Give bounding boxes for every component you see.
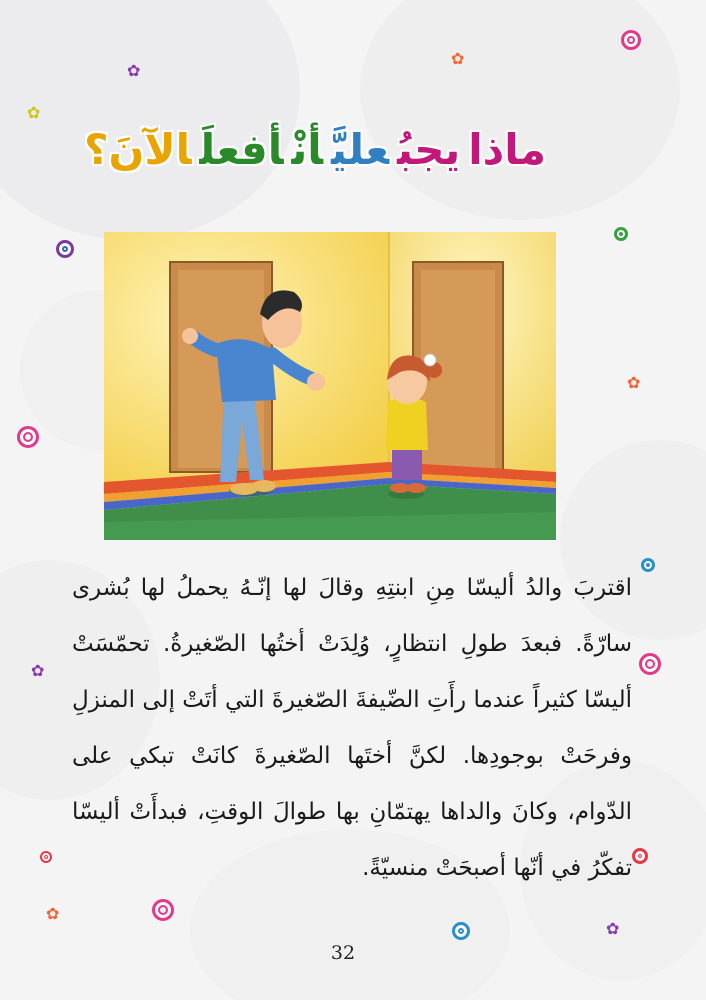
- ring-icon: [17, 426, 39, 448]
- page-title: [84, 110, 550, 190]
- ring-icon: [641, 558, 655, 572]
- title-word: عليَّ: [331, 125, 390, 174]
- ring-icon: [621, 30, 641, 50]
- flower-icon: ✿: [127, 61, 141, 80]
- flower-icon: ✿: [46, 904, 60, 923]
- flower-icon: ✿: [31, 661, 45, 680]
- title-word: ماذا: [468, 125, 546, 174]
- story-text: اقتربَ والدُ أليسّا مِنِ ابنتِهِ وقالَ لها إنّـهُ يحملُ لها بُشرى سارّةً. فبعدَ طولِ انتظارٍ، وُلِدَتْ أختُها الصّغيرةُ. تحمّسَتْ أليسّا كثيراً عندما رأَتِ الضّيفةَ الصّغيرةَ التي أتَتْ إلى المنزلِ وفرحَتْ بوجودِها. لكنَّ أختَها الصّغيرةَ كانَتْ تبكي على الدّوام، وكانَ والداها يهتمّانِ بها طوالَ الوقتِ، فبدأَتْ أليسّا تفكّرُ في أنّها أصبحَتْ منسيّةً.: [72, 575, 632, 881]
- title-word: يجبُ: [397, 125, 461, 174]
- ring-icon: [452, 922, 470, 940]
- flower-icon: ✿: [627, 373, 641, 392]
- story-illustration: [104, 232, 556, 540]
- story-paragraph: [72, 560, 632, 900]
- ring-icon: [152, 899, 174, 921]
- flower-icon: ✿: [606, 919, 620, 938]
- ring-icon: [40, 851, 52, 863]
- flower-icon: ✿: [27, 103, 41, 122]
- flower-icon: ✿: [451, 49, 465, 68]
- ring-icon: [614, 227, 628, 241]
- ring-icon: [56, 240, 74, 258]
- ring-icon: [632, 848, 648, 864]
- title-word: أنْ: [291, 125, 324, 174]
- title-word: الآنَ؟: [84, 125, 192, 174]
- page-number: 32: [330, 942, 356, 964]
- ring-icon: [639, 653, 661, 675]
- title-word: أفعلَ: [199, 125, 284, 174]
